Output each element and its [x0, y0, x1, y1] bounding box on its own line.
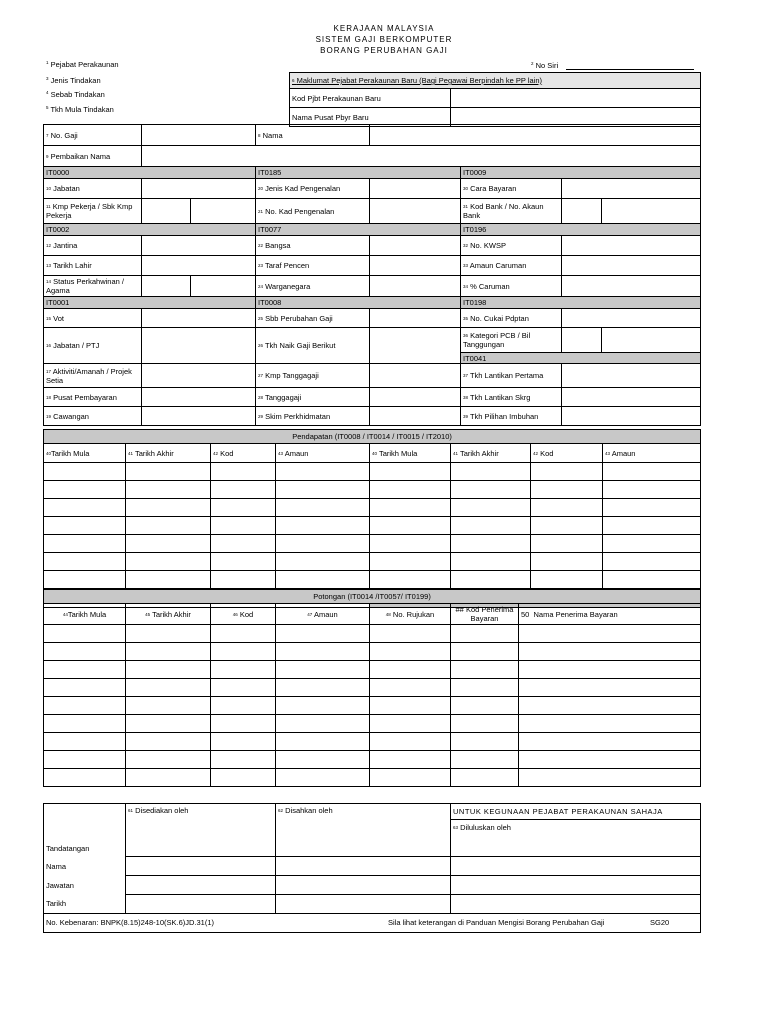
label-pejabat-perakaunan: $^1$ Pejabat Perakaunan [46, 60, 119, 69]
table-row [44, 535, 701, 553]
label-vot: $^{15}$ Vot [44, 309, 142, 328]
pendapatan-cell[interactable] [126, 571, 211, 589]
jawatan-diluluskan-field[interactable] [451, 876, 701, 895]
pendapatan-cell[interactable] [531, 499, 603, 517]
nama-field[interactable] [370, 125, 701, 146]
cara-bayaran-field[interactable] [562, 179, 701, 199]
potongan-cell[interactable] [451, 769, 519, 787]
tkh-naik-field[interactable] [370, 328, 461, 364]
form-heading-1: KERAJAAN MALAYSIA [333, 24, 435, 33]
tandatangan-lulus-field[interactable] [451, 834, 701, 857]
label-cara-bayaran: $^{30}$ Cara Bayaran [461, 179, 562, 199]
label-tkh-lantikan-pertama: $^{37}$ Tkh Lantikan Pertama [461, 364, 562, 388]
kmp-pekerja-field-1[interactable] [142, 199, 191, 224]
amaun-caruman-field[interactable] [562, 256, 701, 276]
potongan-cell[interactable] [451, 697, 519, 715]
label-jenis-kad: $^{20}$ Jenis Kad Pengenalan [256, 179, 370, 199]
pendapatan-cell[interactable] [211, 571, 276, 589]
col-amaun-1: $^{43}$ Amaun [276, 444, 370, 463]
main-form-table [43, 124, 701, 426]
pendapatan-cell[interactable] [451, 571, 531, 589]
potongan-cell[interactable] [519, 679, 701, 697]
pendapatan-cell[interactable] [451, 463, 531, 481]
potongan-cell[interactable] [276, 625, 370, 643]
cawangan-field[interactable] [142, 407, 256, 426]
jabatan-field[interactable] [142, 179, 256, 199]
no-akaun-field[interactable] [602, 199, 701, 224]
label-pembaikan-nama: $^9$ Pembaikan Nama [44, 146, 142, 167]
potongan-cell[interactable] [211, 769, 276, 787]
potongan-cell[interactable] [211, 697, 276, 715]
potongan-cell[interactable] [44, 751, 126, 769]
pendapatan-cell[interactable] [211, 517, 276, 535]
label-jabatan: $^{10}$ Jabatan [44, 179, 142, 199]
potongan-cell[interactable] [519, 697, 701, 715]
label-tarikh-lahir: $^{13}$ Tarikh Lahir [44, 256, 142, 276]
label-nama: $^8$ Nama [256, 125, 370, 146]
pendapatan-cell[interactable] [276, 481, 370, 499]
col-pot-kod-penerima: ## Kod Penerima Bayaran [451, 604, 519, 625]
label-skim: $^{29}$ Skim Perkhidmatan [256, 407, 370, 426]
label-kod-bank: $^{31}$ Kod Bank / No. Akaun Bank [461, 199, 562, 224]
kod-pjbt-field[interactable] [451, 89, 701, 108]
potongan-cell[interactable] [451, 625, 519, 643]
pendapatan-cell[interactable] [44, 463, 126, 481]
potongan-cell[interactable] [370, 661, 451, 679]
col-pot-tarikh-mula: $^{44}$Tarikh Mula [44, 604, 126, 625]
potongan-cell[interactable] [126, 769, 211, 787]
tanggagaji-field[interactable] [370, 388, 461, 407]
pendapatan-cell[interactable] [531, 517, 603, 535]
pembaikan-nama-field[interactable] [142, 146, 701, 167]
potongan-cell[interactable] [126, 697, 211, 715]
pendapatan-cell[interactable] [211, 553, 276, 571]
pendapatan-cell[interactable] [370, 535, 451, 553]
potongan-cell[interactable] [276, 661, 370, 679]
no-siri-field[interactable] [566, 69, 694, 70]
pendapatan-title: Pendapatan (IT0008 / IT0014 / IT0015 / IT2010) [44, 430, 701, 444]
table-row [44, 661, 701, 679]
potongan-cell[interactable] [44, 733, 126, 751]
table-row [44, 499, 701, 517]
table-row [44, 625, 701, 643]
pendapatan-cell[interactable] [370, 517, 451, 535]
label-jantina: $^{12}$ Jantina [44, 236, 142, 256]
bangsa-field[interactable] [370, 236, 461, 256]
potongan-cell[interactable] [451, 751, 519, 769]
col-pot-kod: $^{46}$ Kod [211, 604, 276, 625]
potongan-cell[interactable] [276, 715, 370, 733]
form-heading-3: BORANG PERUBAHAN GAJI [320, 46, 448, 55]
tarikh-disahkan-field[interactable] [276, 895, 451, 914]
kod-bank-field[interactable] [562, 199, 602, 224]
tkh-lantikan-skrg-field[interactable] [562, 388, 701, 407]
potongan-cell[interactable] [370, 715, 451, 733]
label-tandatangan: Tandatangan [44, 804, 126, 857]
pendapatan-cell[interactable] [211, 499, 276, 517]
pendapatan-cell[interactable] [451, 553, 531, 571]
label-sbb-perubahan: $^{25}$ Sbb Perubahan Gaji [256, 309, 370, 328]
label-maklumat-pejabat: $^6$ Maklumat Pejabat Perakaunan Baru (Bagi Pegawai Berpindah ke PP lain) [290, 73, 701, 89]
label-kategori-pcb: $^{36}$ Kategori PCB / Bil Tanggungan [461, 328, 562, 353]
label-status-perkahwinan: $^{14}$ Status Perkahwinan / Agama [44, 276, 142, 297]
label-jenis-tindakan: $^3$ Jenis Tindakan [46, 76, 101, 85]
footer-code: SG20 [650, 918, 670, 927]
table-row [44, 553, 701, 571]
jawatan-disahkan-field[interactable] [276, 876, 451, 895]
potongan-cell[interactable] [519, 643, 701, 661]
pendapatan-cell[interactable] [531, 571, 603, 589]
pendapatan-cell[interactable] [276, 463, 370, 481]
section-it0001: IT0001 [44, 297, 256, 309]
pendapatan-cell[interactable] [603, 517, 701, 535]
footer-row [44, 914, 701, 933]
pendapatan-cell[interactable] [370, 481, 451, 499]
potongan-cell[interactable] [126, 643, 211, 661]
col-pot-no-rujukan: $^{48}$ No. Rujukan [370, 604, 451, 625]
label-tkh-lantikan-skrg: $^{38}$ Tkh Lantikan Skrg [461, 388, 562, 407]
potongan-cell[interactable] [370, 679, 451, 697]
form-heading-2: SISTEM GAJI BERKOMPUTER [315, 35, 453, 44]
label-no-cukai: $^{35}$ No. Cukai Pdptan [461, 309, 562, 328]
col-tarikh-mula-1: $^{40}$Tarikh Mula [44, 444, 126, 463]
kategori-pcb-field[interactable] [562, 328, 602, 353]
table-row [44, 643, 701, 661]
potongan-cell[interactable] [211, 751, 276, 769]
tkh-pilihan-field[interactable] [562, 407, 701, 426]
label-nama-pusat: Nama Pusat Pbyr Baru [290, 108, 451, 127]
label-untuk-kegunaan: UNTUK KEGUNAAN PEJABAT PERAKAUNAN SAHAJA [451, 804, 701, 820]
potongan-cell[interactable] [126, 625, 211, 643]
pendapatan-cell[interactable] [603, 535, 701, 553]
pendapatan-cell[interactable] [451, 517, 531, 535]
potongan-cell[interactable] [370, 643, 451, 661]
section-it0008: IT0008 [256, 297, 461, 309]
pusat-pembayaran-field[interactable] [142, 388, 256, 407]
pendapatan-cell[interactable] [44, 481, 126, 499]
potongan-title: Potongan (IT0014 /IT0057/ IT0199) [44, 590, 701, 604]
label-no-kad: $^{21}$ No. Kad Pengenalan [256, 199, 370, 224]
label-diluluskan: $^{63}$ Diluluskan oleh [451, 820, 701, 835]
nama-disediakan-field[interactable] [126, 857, 276, 876]
label-tanggagaji: $^{28}$ Tanggagaji [256, 388, 370, 407]
jenis-kad-field[interactable] [370, 179, 461, 199]
label-kod-pjbt: Kod Pjbt Perakaunan Baru [290, 89, 451, 108]
jawatan-disediakan-field[interactable] [126, 876, 276, 895]
potongan-cell[interactable] [451, 733, 519, 751]
skim-field[interactable] [370, 407, 461, 426]
potongan-cell[interactable] [519, 769, 701, 787]
potongan-cell[interactable] [276, 679, 370, 697]
label-cawangan: $^{19}$ Cawangan [44, 407, 142, 426]
potongan-cell[interactable] [44, 715, 126, 733]
kmp-tanggagaji-field[interactable] [370, 364, 461, 388]
footer-kebenaran: No. Kebenaran: BNPK(8.15)248-10(SK.6)JD.31(1) [46, 918, 215, 927]
potongan-cell[interactable] [276, 733, 370, 751]
potongan-cell[interactable] [126, 733, 211, 751]
no-cukai-field[interactable] [562, 309, 701, 328]
no-gaji-field[interactable] [142, 125, 256, 146]
potongan-cell[interactable] [44, 643, 126, 661]
pendapatan-cell[interactable] [211, 535, 276, 553]
vot-field[interactable] [142, 309, 256, 328]
pendapatan-cell[interactable] [603, 499, 701, 517]
potongan-cell[interactable] [370, 697, 451, 715]
pendapatan-cell[interactable] [603, 481, 701, 499]
section-it0077: IT0077 [256, 224, 461, 236]
pendapatan-cell[interactable] [531, 481, 603, 499]
potongan-cell[interactable] [451, 679, 519, 697]
pendapatan-cell[interactable] [370, 553, 451, 571]
potongan-cell[interactable] [370, 733, 451, 751]
potongan-cell[interactable] [519, 715, 701, 733]
pendapatan-cell[interactable] [126, 481, 211, 499]
table-row [44, 733, 701, 751]
no-kad-field[interactable] [370, 199, 461, 224]
potongan-cell[interactable] [44, 625, 126, 643]
section-it0000: IT0000 [44, 167, 256, 179]
label-tkh-pilihan: $^{39}$ Tkh Pilihan Imbuhan [461, 407, 562, 426]
warganegara-field[interactable] [370, 276, 461, 297]
section-it0198: IT0198 [461, 297, 701, 309]
label-jawatan: Jawatan [44, 876, 126, 895]
pendapatan-cell[interactable] [44, 499, 126, 517]
pendapatan-cell[interactable] [211, 463, 276, 481]
potongan-cell[interactable] [370, 625, 451, 643]
col-tarikh-akhir-1: $^{41}$ Tarikh Akhir [126, 444, 211, 463]
pendapatan-cell[interactable] [451, 535, 531, 553]
nama-disahkan-field[interactable] [276, 857, 451, 876]
table-row [44, 697, 701, 715]
table-row [44, 769, 701, 787]
potongan-cell[interactable] [126, 661, 211, 679]
table-row [44, 481, 701, 499]
potongan-cell[interactable] [211, 643, 276, 661]
label-aktiviti: $^{17}$ Aktiviti/Amanah / Projek Setia [44, 364, 142, 388]
sbb-perubahan-field[interactable] [370, 309, 461, 328]
potongan-cell[interactable] [370, 769, 451, 787]
pendapatan-cell[interactable] [276, 571, 370, 589]
label-taraf-pencen: $^{23}$ Taraf Pencen [256, 256, 370, 276]
bil-tanggungan-field[interactable] [602, 328, 701, 353]
pendapatan-cell[interactable] [276, 517, 370, 535]
label-tkh-mula-tindakan: $^5$ Tkh Mula Tindakan [46, 105, 114, 114]
label-pusat-pembayaran: $^{18}$ Pusat Pembayaran [44, 388, 142, 407]
col-kod-2: $^{42}$ Kod [531, 444, 603, 463]
table-row [44, 679, 701, 697]
potongan-cell[interactable] [276, 643, 370, 661]
potongan-cell[interactable] [211, 661, 276, 679]
agama-field[interactable] [191, 276, 256, 297]
table-row [44, 571, 701, 589]
pendapatan-cell[interactable] [126, 517, 211, 535]
col-tarikh-akhir-2: $^{41}$ Tarikh Akhir [451, 444, 531, 463]
label-no-gaji: $^7$ No. Gaji [44, 125, 142, 146]
potongan-cell[interactable] [211, 715, 276, 733]
section-it0041: IT0041 [461, 353, 701, 364]
pendapatan-cell[interactable] [451, 499, 531, 517]
pendapatan-cell[interactable] [126, 535, 211, 553]
pendapatan-cell[interactable] [126, 553, 211, 571]
section-it0009: IT0009 [461, 167, 701, 179]
signature-table [43, 803, 701, 933]
pendapatan-cell[interactable] [276, 535, 370, 553]
potongan-cell[interactable] [126, 679, 211, 697]
label-pct-caruman: $^{34}$ % Caruman [461, 276, 562, 297]
pendapatan-cell[interactable] [276, 499, 370, 517]
potongan-cell[interactable] [44, 769, 126, 787]
taraf-pencen-field[interactable] [370, 256, 461, 276]
potongan-cell[interactable] [126, 751, 211, 769]
potongan-cell[interactable] [44, 661, 126, 679]
potongan-cell[interactable] [276, 697, 370, 715]
pendapatan-cell[interactable] [603, 571, 701, 589]
pendapatan-cell[interactable] [370, 499, 451, 517]
pendapatan-cell[interactable] [451, 481, 531, 499]
jabatan-ptj-field[interactable] [142, 328, 256, 364]
section-it0196: IT0196 [461, 224, 701, 236]
tarikh-disediakan-field[interactable] [126, 895, 276, 914]
label-amaun-caruman: $^{33}$ Amaun Caruman [461, 256, 562, 276]
potongan-cell[interactable] [211, 679, 276, 697]
kmp-pekerja-field-2[interactable] [191, 199, 256, 224]
footer-sila: Sila lihat keterangan di Panduan Mengisi Borang Perubahan Gaji [388, 918, 605, 927]
potongan-cell[interactable] [519, 625, 701, 643]
section-it0185: IT0185 [256, 167, 461, 179]
section-it0002: IT0002 [44, 224, 256, 236]
col-pot-amaun: $^{47}$ Amaun [276, 604, 370, 625]
tarikh-diluluskan-field[interactable] [451, 895, 701, 914]
table-row [44, 715, 701, 733]
potongan-cell[interactable] [451, 643, 519, 661]
pejabat-baru-table [289, 72, 701, 127]
tkh-lantikan-pertama-field[interactable] [562, 364, 701, 388]
label-nama-sig: Nama [44, 857, 126, 876]
pct-caruman-field[interactable] [562, 276, 701, 297]
potongan-cell[interactable] [44, 679, 126, 697]
label-warganegara: $^{24}$ Warganegara [256, 276, 370, 297]
potongan-cell[interactable] [519, 733, 701, 751]
label-no-siri: $^2$ No Siri [531, 61, 559, 70]
potongan-cell[interactable] [276, 769, 370, 787]
col-pot-tarikh-akhir: $^{45}$ Tarikh Akhir [126, 604, 211, 625]
potongan-cell[interactable] [519, 661, 701, 679]
potongan-cell[interactable] [276, 751, 370, 769]
table-row [44, 517, 701, 535]
pendapatan-cell[interactable] [126, 499, 211, 517]
pendapatan-cell[interactable] [44, 517, 126, 535]
potongan-cell[interactable] [44, 697, 126, 715]
col-tarikh-mula-2: $^{40}$ Tarikh Mula [370, 444, 451, 463]
status-perkahwinan-field[interactable] [142, 276, 191, 297]
pendapatan-cell[interactable] [126, 463, 211, 481]
potongan-cell[interactable] [126, 715, 211, 733]
pendapatan-cell[interactable] [44, 535, 126, 553]
label-kmp-pekerja: $^{11}$ Kmp Pekerja / Sbk Kmp Pekerja [44, 199, 142, 224]
pendapatan-cell[interactable] [531, 535, 603, 553]
col-amaun-2: $^{43}$ Amaun [603, 444, 701, 463]
label-bangsa: $^{22}$ Bangsa [256, 236, 370, 256]
label-tkh-naik: $^{26}$ Tkh Naik Gaji Berikut [256, 328, 370, 364]
nama-diluluskan-field[interactable] [451, 857, 701, 876]
pendapatan-cell[interactable] [531, 463, 603, 481]
pendapatan-cell[interactable] [370, 463, 451, 481]
aktiviti-field[interactable] [142, 364, 256, 388]
potongan-cell[interactable] [211, 625, 276, 643]
label-no-kwsp: $^{32}$ No. KWSP [461, 236, 562, 256]
potongan-cell[interactable] [370, 751, 451, 769]
label-sebab-tindakan: $^4$ Sebab Tindakan [46, 90, 105, 99]
pendapatan-cell[interactable] [276, 553, 370, 571]
pendapatan-table [43, 429, 701, 608]
col-pot-nama-penerima: 50 Nama Penerima Bayaran [519, 604, 701, 625]
potongan-cell[interactable] [211, 733, 276, 751]
no-kwsp-field[interactable] [562, 236, 701, 256]
label-disahkan: $^{62}$ Disahkan oleh [276, 804, 451, 857]
label-tarikh: Tarikh [44, 895, 126, 914]
potongan-cell[interactable] [451, 715, 519, 733]
pendapatan-cell[interactable] [44, 553, 126, 571]
pendapatan-cell[interactable] [211, 481, 276, 499]
col-kod-1: $^{42}$ Kod [211, 444, 276, 463]
potongan-cell[interactable] [451, 661, 519, 679]
label-disediakan: $^{61}$ Disediakan oleh [126, 804, 276, 857]
pendapatan-cell[interactable] [603, 463, 701, 481]
potongan-cell[interactable] [519, 751, 701, 769]
table-row [44, 751, 701, 769]
tarikh-lahir-field[interactable] [142, 256, 256, 276]
potongan-table [43, 589, 701, 787]
pendapatan-cell[interactable] [603, 553, 701, 571]
pendapatan-cell[interactable] [44, 571, 126, 589]
pendapatan-cell[interactable] [370, 571, 451, 589]
jantina-field[interactable] [142, 236, 256, 256]
table-row [44, 463, 701, 481]
label-jabatan-ptj: $^{16}$ Jabatan / PTJ [44, 328, 142, 364]
pendapatan-cell[interactable] [531, 553, 603, 571]
label-kmp-tanggagaji: $^{27}$ Kmp Tanggagaji [256, 364, 370, 388]
